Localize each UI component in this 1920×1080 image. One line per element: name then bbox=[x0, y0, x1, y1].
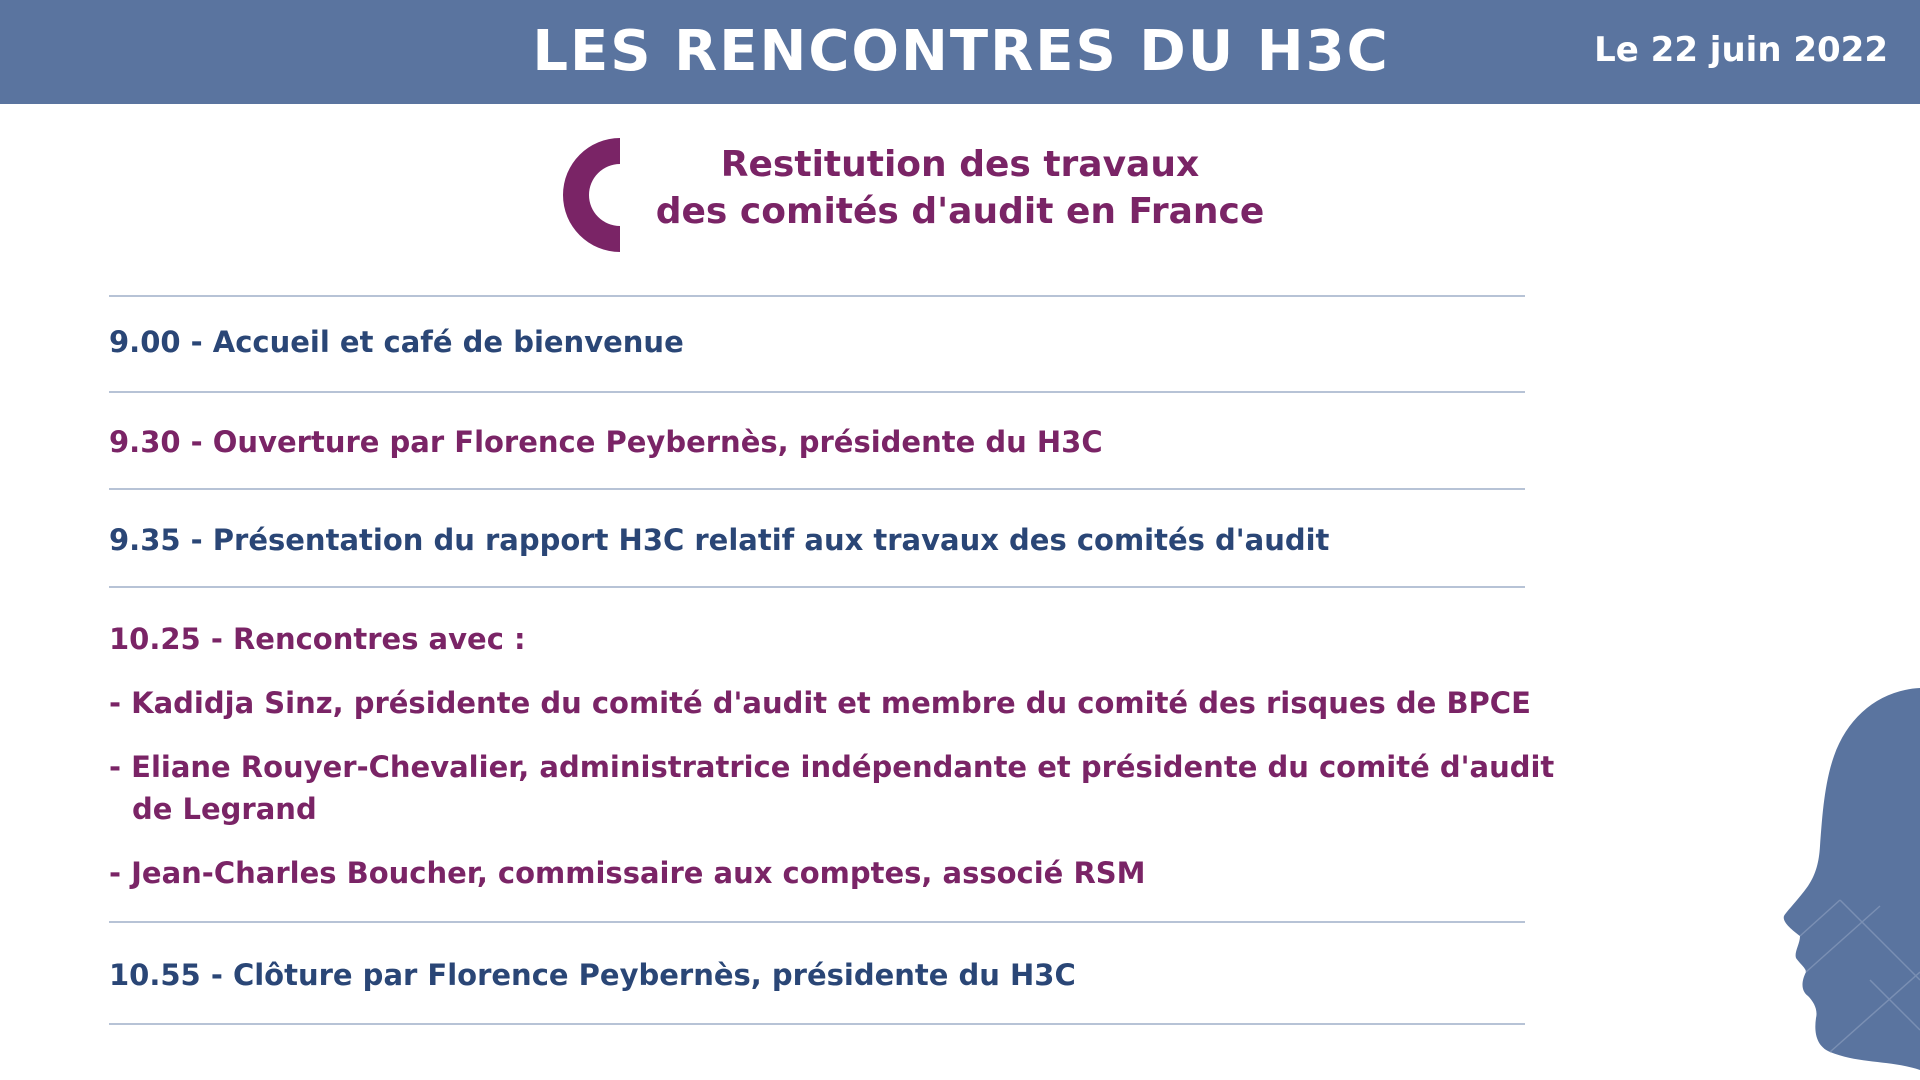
divider bbox=[109, 488, 1525, 490]
event-date: Le 22 juin 2022 bbox=[1594, 30, 1888, 70]
header-banner bbox=[0, 0, 1920, 104]
speaker-boucher: - Jean-Charles Boucher, commissaire aux comptes, associé RSM bbox=[109, 856, 1146, 890]
crescent-logo-icon bbox=[562, 138, 620, 252]
agenda-item-closing: 10.55 - Clôture par Florence Peybernès, présidente du H3C bbox=[109, 958, 1076, 992]
speaker-rouyer-chevalier: - Eliane Rouyer-Chevalier, administratrice indépendante et présidente du comité d'audit bbox=[109, 750, 1555, 784]
subtitle-line-2: des comités d'audit en France bbox=[655, 191, 1265, 232]
divider bbox=[109, 1023, 1525, 1025]
agenda-item-meetings-heading: 10.25 - Rencontres avec : bbox=[109, 622, 526, 656]
speaker-rouyer-chevalier-continued: de Legrand bbox=[132, 792, 317, 826]
divider bbox=[109, 295, 1525, 297]
subtitle bbox=[640, 141, 1280, 235]
agenda-item-report: 9.35 - Présentation du rapport H3C relatif aux travaux des comités d'audit bbox=[109, 523, 1330, 557]
subtitle-line-1: Restitution des travaux bbox=[720, 144, 1200, 185]
agenda-item-opening: 9.30 - Ouverture par Florence Peybernès, présidente du H3C bbox=[109, 425, 1103, 459]
divider bbox=[109, 921, 1525, 923]
divider bbox=[109, 391, 1525, 393]
agenda-item-welcome: 9.00 - Accueil et café de bienvenue bbox=[109, 325, 684, 359]
speaker-sinz: - Kadidja Sinz, présidente du comité d'audit et membre du comité des risques de BPCE bbox=[109, 686, 1531, 720]
head-profile-icon bbox=[1770, 680, 1920, 1080]
page-title: LES RENCONTRES DU H3C bbox=[532, 19, 1390, 84]
divider bbox=[109, 586, 1525, 588]
